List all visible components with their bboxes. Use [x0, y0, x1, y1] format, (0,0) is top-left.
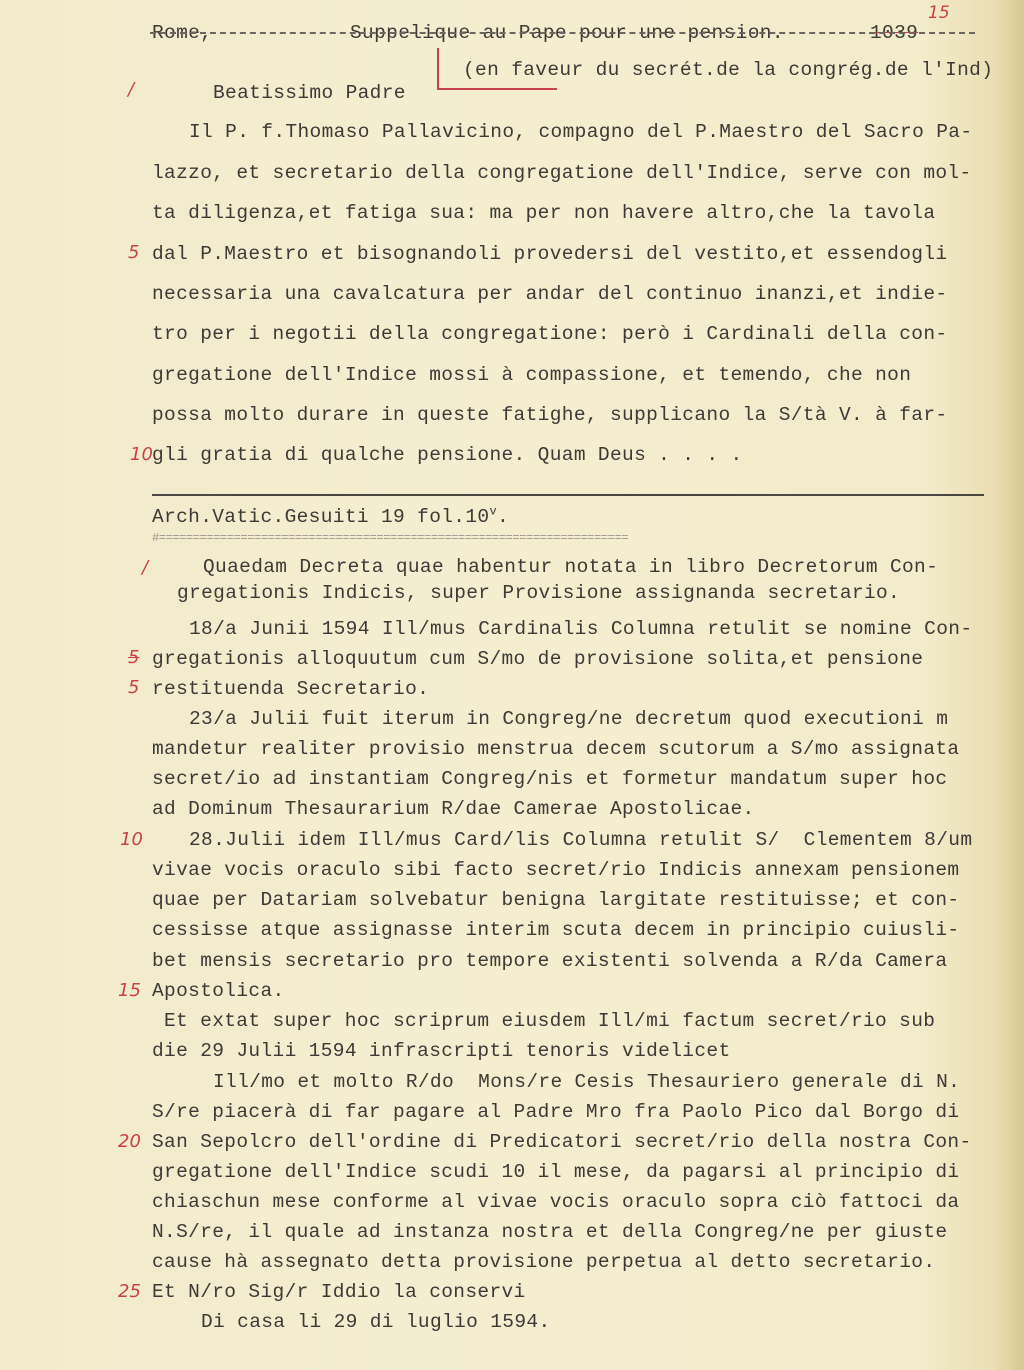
margin-mark-25: 25 — [118, 1281, 141, 1302]
margin-mark-5: 5 — [128, 242, 140, 263]
decreta-line: gregationis Indicis, super Provisione assignanda secretario. — [177, 582, 901, 604]
decreta-line: gregatione dell'Indice scudi 10 il mese, da pagarsi al principio di — [152, 1161, 960, 1183]
margin-mark-20: 20 — [118, 1131, 141, 1152]
decreta-line: Ill/mo et molto R/do Mons/re Cesis Thesauriero generale di N. — [213, 1071, 961, 1093]
letter-line: lazzo, et secretario della congregatione dell'Indice, serve con mol- — [152, 162, 972, 184]
letter-line: Il P. f.Thomaso Pallavicino, compagno del P.Maestro del Sacro Pa- — [189, 121, 973, 143]
decreta-line: bet mensis secretario pro tempore existenti solvenda a R/da Camera — [152, 950, 948, 972]
letter-line: gregatione dell'Indice mossi à compassione, et temendo, che non — [152, 364, 912, 386]
decreta-line: gregationis alloquutum cum S/mo de provisione solita,et pensione — [152, 648, 924, 670]
decreta-line: secret/io ad instantiam Congreg/nis et formetur mandatum super hoc — [152, 768, 948, 790]
section-divider — [152, 494, 984, 496]
margin-mark-10: 10 — [130, 444, 153, 465]
decreta-line: die 29 Julii 1594 infrascripti tenoris videlicet — [152, 1040, 731, 1062]
decreta-line: Di casa li 29 di luglio 1594. — [201, 1311, 551, 1333]
decreta-line: Et N/ro Sig/r Iddio la conservi — [152, 1281, 526, 1303]
decreta-line: S/re piacerà di far pagare al Padre Mro fra Paolo Pico dal Borgo di — [152, 1101, 960, 1123]
decreta-line: N.S/re, il quale ad instanza nostra et della Congreg/ne per giuste — [152, 1221, 948, 1243]
decreta-line: 23/a Julii fuit iterum in Congreg/ne decretum quod executioni m — [189, 708, 949, 730]
margin-mark-15: 15 — [118, 980, 141, 1001]
decreta-line: quae per Datariam solvebatur benigna largitate restituisse; et con- — [152, 889, 960, 911]
decreta-line: chiaschun mese conforme al vivae vocis oraculo sopra ciò fattoci da — [152, 1191, 960, 1213]
decreta-line: ad Dominum Thesaurarium R/dae Camerae Apostolicae. — [152, 798, 755, 820]
source-reference — [152, 506, 509, 528]
margin-mark-1b: / — [142, 557, 149, 578]
decreta-line: mandetur realiter provisio menstrua decem scutorum a S/mo assignata — [152, 738, 960, 760]
margin-mark-1: / — [128, 79, 135, 100]
page-number-new: 15 — [928, 3, 950, 23]
letter-line: possa molto durare in queste fatighe, supplicano la S/tà V. à far- — [152, 404, 948, 426]
header-title: Suppelique au Pape pour une pension. — [350, 22, 784, 44]
letter-line: dal P.Maestro et bisognandoli provedersi del vestito,et essendogli — [152, 243, 948, 265]
source-ref-end: . — [497, 506, 510, 528]
decreta-line: vivae vocis oraculo sibi facto secret/rio Indicis annexam pensionem — [152, 859, 960, 881]
letter-line: tro per i negotii della congregatione: però i Cardinali della con- — [152, 323, 948, 345]
margin-mark-5b: 5 — [128, 677, 140, 698]
letter-line: gli gratia di qualche pensione. Quam Deus . . . . — [152, 444, 743, 466]
decreta-line: 18/a Junii 1594 Ill/mus Cardinalis Columna retulit se nomine Con- — [189, 618, 973, 640]
decreta-line: Quaedam Decreta quae habentur notata in libro Decretorum Con- — [203, 556, 939, 578]
decreta-line: cessisse atque assignasse interim scuta decem in principio cuiusli- — [152, 919, 960, 941]
decreta-line: 28.Julii idem Ill/mus Card/lis Columna retulit S/ Clementem 8/um — [189, 829, 973, 851]
equals-divider: #===================================================================== — [152, 533, 629, 543]
margin-mark-10b: 10 — [120, 829, 143, 850]
header-subtitle: (en faveur du secrét.de la congrég.de l'Ind) — [463, 59, 994, 81]
header-place: Rome, — [152, 22, 213, 44]
decreta-line: Et extat super hoc scriprum eiusdem Ill/mi factum secret/rio sub — [164, 1010, 936, 1032]
letter-line: necessaria una cavalcatura per andar del continuo inanzi,et indie- — [152, 283, 948, 305]
decreta-line: San Sepolcro dell'ordine di Predicatori secret/rio della nostra Con- — [152, 1131, 972, 1153]
margin-mark-5-struck: 5 — [128, 647, 140, 668]
letter-line: ta diligenza,et fatiga sua: ma per non havere altro,che la tavola — [152, 202, 936, 224]
header-underline — [150, 32, 975, 34]
salutation: Beatissimo Padre — [213, 82, 406, 104]
source-ref-sup: v — [489, 504, 498, 519]
page-number-old: 1039 — [870, 22, 919, 44]
source-ref-text: Arch.Vatic.Gesuiti 19 fol.10 — [152, 506, 490, 528]
decreta-line: restituenda Secretario. — [152, 678, 430, 700]
decreta-line: Apostolica. — [152, 980, 285, 1002]
decreta-line: cause hà assegnato detta provisione perpetua al detto secretario. — [152, 1251, 936, 1273]
